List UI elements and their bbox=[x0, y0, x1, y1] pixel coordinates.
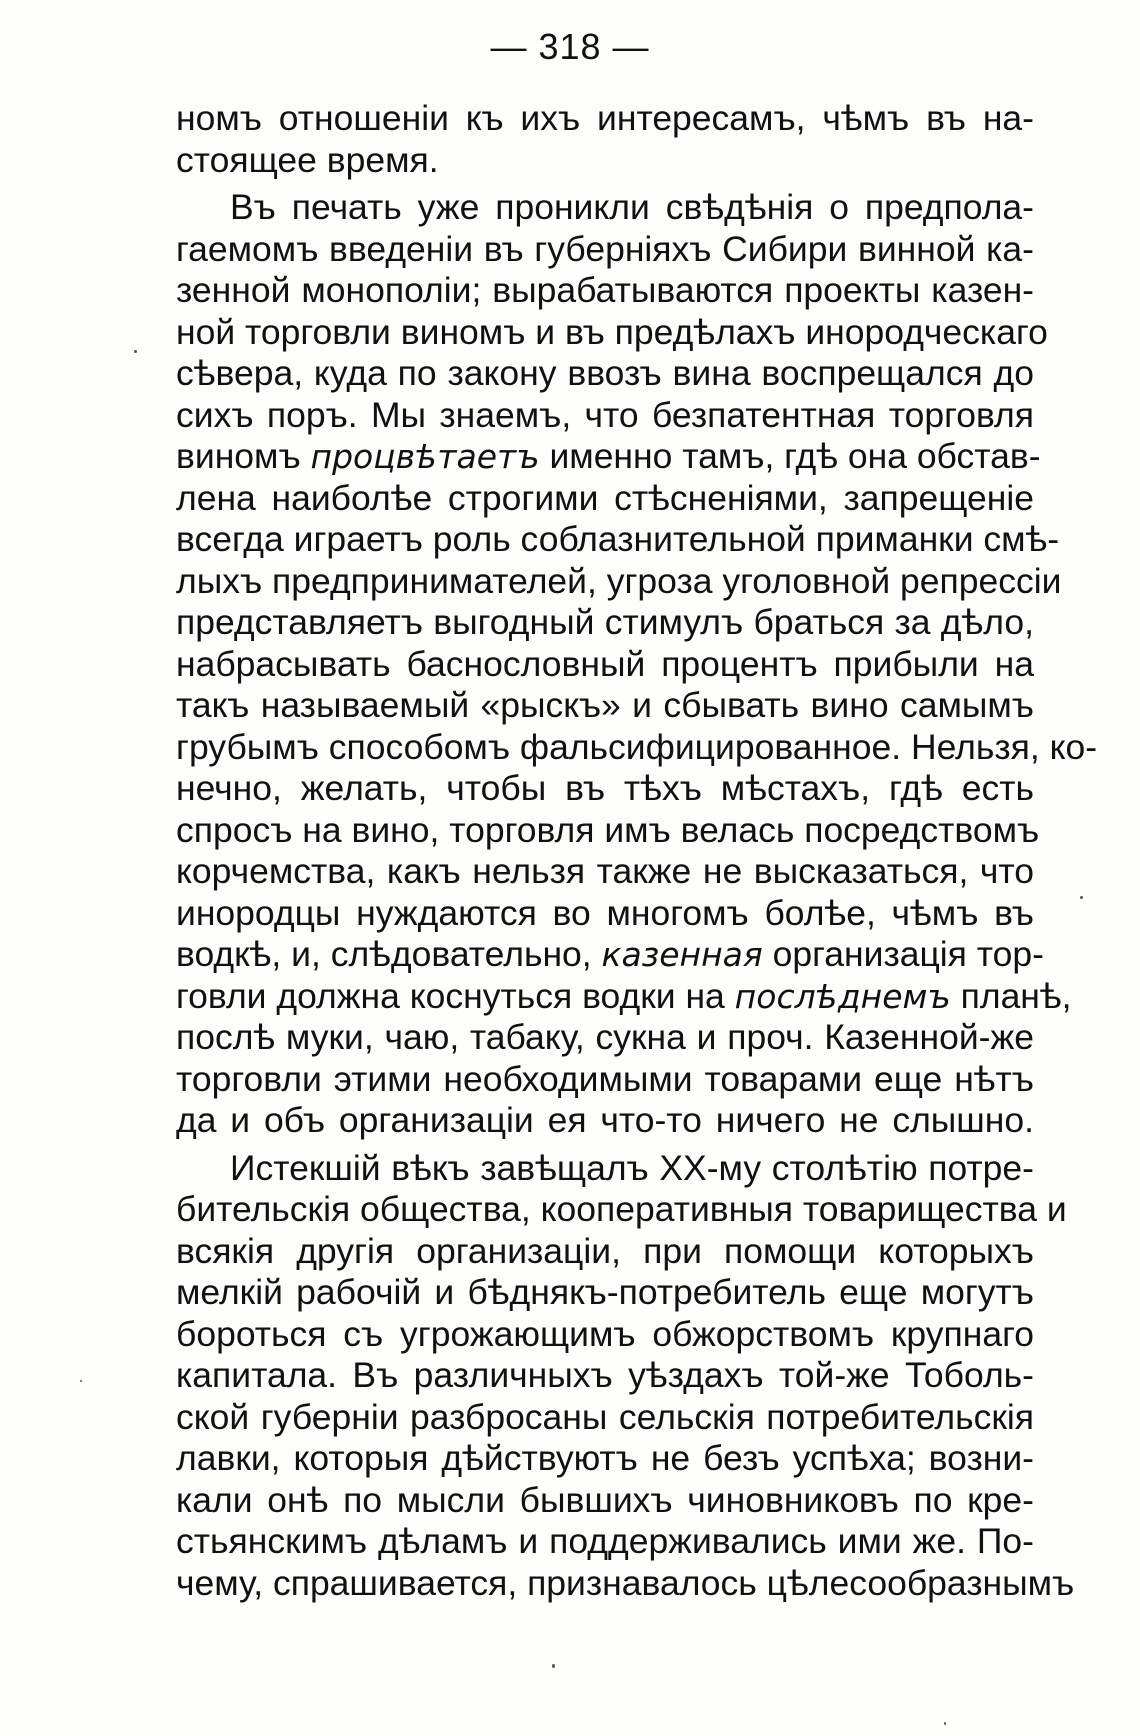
text-line bbox=[176, 975, 1072, 1018]
text-segment: да и объ организаціи ея что-то ничего не слышно. bbox=[176, 1100, 1034, 1140]
text-line bbox=[176, 1148, 1034, 1190]
text-line bbox=[176, 395, 1034, 437]
text-segment: всякія другія организаціи, при помощи которыхъ bbox=[176, 1230, 1034, 1271]
print-speck bbox=[552, 1664, 555, 1668]
text-segment: организація тор- bbox=[762, 934, 1044, 974]
paragraph bbox=[176, 187, 1098, 1142]
paragraph bbox=[176, 98, 1034, 181]
text-segment: Истекшій вѣкъ завѣщалъ XX-му столѣтію потре- bbox=[230, 1147, 1034, 1188]
text-line bbox=[176, 1189, 1067, 1231]
text-segment: виномъ bbox=[176, 436, 311, 476]
text-segment: номъ отношеніи къ ихъ интересамъ, чѣмъ въ на- bbox=[176, 98, 1034, 138]
text-segment: стоящее время. bbox=[176, 139, 439, 180]
text-segment: Въ печать уже проникли свѣдѣнія о предпола- bbox=[230, 187, 1034, 227]
text-segment: лена наиболѣе строгими стѣсненіями, запрещеніе bbox=[176, 477, 1034, 518]
text-segment: лавки, которыя дѣйствуютъ не безъ успѣха; возни- bbox=[176, 1438, 1034, 1478]
text-segment: говли должна коснуться водки на bbox=[176, 975, 735, 1016]
print-speck bbox=[1080, 896, 1083, 899]
text-segment: ной торговли виномъ и въ предѣлахъ инородческаго bbox=[176, 311, 1048, 352]
text-segment: всегда играетъ роль соблазнительной приманки смѣ- bbox=[176, 519, 1060, 559]
text-segment: чему, спрашивается, признавалось цѣлесообразнымъ bbox=[176, 1562, 1075, 1603]
text-line bbox=[176, 768, 1034, 810]
text-segment: стьянскимъ дѣламъ и поддерживались ими же. По- bbox=[176, 1521, 1034, 1561]
text-line bbox=[176, 1059, 1034, 1101]
text-segment: нечно, желать, чтобы въ тѣхъ мѣстахъ, гдѣ есть bbox=[176, 768, 1034, 808]
body-text bbox=[176, 98, 1098, 1604]
text-segment: ской губерніи разбросаны сельскія потребительскія bbox=[176, 1396, 1034, 1437]
text-line bbox=[176, 1521, 1034, 1563]
text-segment: гаемомъ введеніи въ губерніяхъ Сибири винной ка- bbox=[176, 228, 1034, 269]
text-segment: лыхъ предпринимателей, угроза уголовной репрессіи bbox=[176, 560, 1062, 601]
text-segment: кали онѣ по мысли бывшихъ чиновниковъ по кре- bbox=[176, 1479, 1034, 1520]
text-line bbox=[176, 98, 1034, 140]
text-line bbox=[176, 809, 1040, 852]
text-line bbox=[176, 934, 1044, 976]
text-line bbox=[176, 478, 1034, 520]
text-segment: сѣвера, куда по закону ввозъ вина воспрещался до bbox=[176, 353, 1034, 393]
text-line bbox=[176, 644, 1034, 686]
text-line bbox=[176, 1562, 1075, 1605]
print-speck bbox=[944, 1722, 946, 1725]
text-segment: послѣ муки, чаю, табаку, сукна и проч. Казенной-же bbox=[176, 1017, 1034, 1057]
text-segment: водкѣ, и, слѣдовательно, bbox=[176, 934, 602, 974]
text-line bbox=[176, 187, 1034, 229]
text-segment: именно тамъ, гдѣ она обстав- bbox=[539, 436, 1041, 476]
text-segment: грубымъ способомъ фальсифицированное. Нельзя, ко- bbox=[176, 726, 1098, 767]
text-segment: представляетъ выгодный стимулъ браться за дѣло, bbox=[176, 602, 1034, 642]
text-segment: капитала. Въ различныхъ уѣздахъ той-же Тоболь- bbox=[176, 1355, 1034, 1395]
text-segment: торговли этими необходимыми товарами еще нѣтъ bbox=[176, 1058, 1034, 1099]
print-speck bbox=[80, 1380, 82, 1382]
text-line bbox=[176, 353, 1034, 395]
emphasized-text: процвѣтаетъ bbox=[310, 437, 540, 476]
text-line bbox=[176, 851, 1034, 893]
text-line bbox=[176, 1314, 1034, 1356]
text-segment: корчемства, какъ нельзя также не высказаться, что bbox=[176, 851, 1034, 891]
text-line bbox=[176, 685, 1034, 727]
text-line bbox=[176, 893, 1034, 935]
text-line bbox=[176, 519, 1060, 561]
text-line bbox=[176, 1272, 1034, 1314]
text-segment: бительскія общества, кооперативныя товарищества и bbox=[176, 1189, 1067, 1229]
text-segment: такъ называемый «рыскъ» и сбывать вино самымъ bbox=[176, 685, 1034, 725]
text-line bbox=[176, 1100, 1034, 1142]
text-line bbox=[176, 1355, 1034, 1397]
emphasized-text: послѣднемъ bbox=[734, 976, 951, 1016]
text-line bbox=[176, 602, 1034, 644]
text-segment: сихъ поръ. Мы знаемъ, что безпатентная торговля bbox=[176, 394, 1034, 435]
emphasized-text: казенная bbox=[601, 935, 763, 974]
text-line bbox=[176, 1438, 1034, 1480]
text-line bbox=[176, 229, 1034, 271]
text-segment: спросъ на вино, торговля имъ велась посредствомъ bbox=[176, 809, 1040, 850]
page-number: — 318 — bbox=[490, 26, 650, 67]
text-segment: набрасывать баснословный процентъ прибыли на bbox=[176, 643, 1034, 684]
text-segment: зенной монополіи; вырабатываются проекты казен- bbox=[176, 270, 1034, 310]
text-segment: мелкій рабочій и бѣднякъ-потребитель еще могутъ bbox=[176, 1272, 1034, 1312]
text-segment: инородцы нуждаются во многомъ болѣе, чѣмъ въ bbox=[176, 892, 1034, 933]
text-line bbox=[176, 270, 1034, 312]
text-line bbox=[176, 436, 1041, 478]
text-segment: планѣ, bbox=[950, 975, 1072, 1016]
text-line bbox=[176, 1017, 1034, 1059]
text-line bbox=[176, 1231, 1034, 1273]
text-line bbox=[176, 726, 1098, 769]
text-line bbox=[176, 1397, 1034, 1439]
text-line bbox=[176, 1480, 1034, 1522]
text-line bbox=[176, 311, 1048, 354]
print-speck bbox=[134, 350, 137, 353]
text-segment: бороться съ угрожающимъ обжорствомъ крупнаго bbox=[176, 1313, 1034, 1354]
text-line bbox=[176, 560, 1062, 603]
text-line bbox=[176, 140, 1034, 182]
paragraph bbox=[176, 1147, 1075, 1605]
